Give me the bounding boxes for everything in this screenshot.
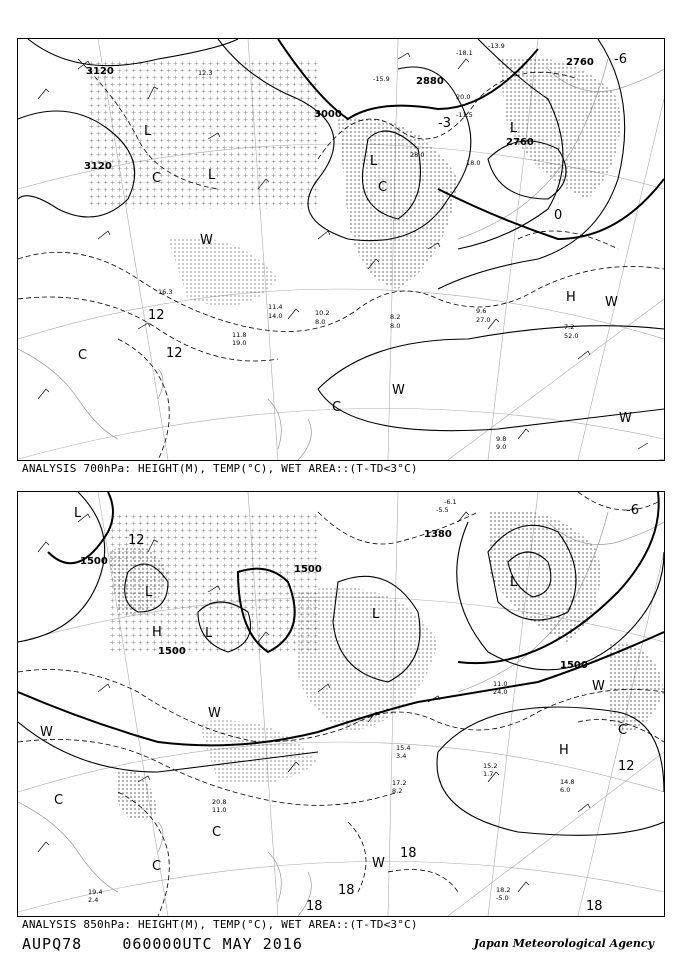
contour-label: 3000	[314, 109, 342, 120]
low-center: L	[372, 607, 380, 622]
low-center: L	[145, 585, 153, 600]
station-value: 14.8	[560, 778, 575, 786]
station-value: -5.0	[496, 894, 509, 902]
low-center: L	[510, 575, 518, 590]
station-value: 9.0	[496, 443, 507, 451]
isotherm-label: 18	[586, 899, 603, 914]
station-value: 20.0	[456, 93, 471, 101]
station-value: 27.0	[476, 316, 491, 324]
contour-label: 3120	[84, 161, 112, 172]
isotherm-label: 0	[554, 208, 563, 223]
isotherm-label: 12	[618, 759, 635, 774]
station-value: 20.8	[212, 798, 227, 806]
station-value: -15.9	[373, 75, 390, 83]
caption-700hpa: ANALYSIS 700hPa: HEIGHT(M), TEMP(°C), WET AREA::(T-TD<3°C)	[22, 462, 418, 475]
contour-label: 1500	[158, 646, 186, 657]
warm-mark: W	[392, 383, 405, 398]
station-value: 10.2	[315, 309, 330, 317]
map-panel-850hpa	[17, 491, 665, 917]
station-value: 11.8	[232, 331, 247, 339]
station-value: 18.2	[496, 886, 511, 894]
isotherm-label: 12	[148, 308, 165, 323]
isotherm-label: -3	[438, 116, 451, 131]
station-value: 28.0	[410, 151, 425, 159]
low-center: L	[208, 168, 216, 183]
contour-label: 1500	[560, 660, 588, 671]
station-value: -6.1	[444, 498, 457, 506]
contour-label: 2760	[506, 137, 534, 148]
cold-mark: C	[152, 859, 162, 874]
low-center: L	[205, 626, 213, 641]
agency-name: Japan Meteorological Agency	[473, 937, 654, 950]
isotherm-label: 12	[128, 533, 145, 548]
station-value: 11.4	[268, 303, 283, 311]
low-center: L	[370, 154, 378, 169]
station-value: -18.1	[456, 49, 473, 57]
station-value: 7.2	[564, 323, 575, 331]
station-value: 18.0	[466, 159, 481, 167]
warm-mark: W	[592, 679, 605, 694]
station-value: 8.2	[392, 787, 403, 795]
caption-850hpa: ANALYSIS 850hPa: HEIGHT(M), TEMP(°C), WET AREA::(T-TD<3°C)	[22, 918, 418, 931]
contour-label: 2760	[566, 57, 594, 68]
low-center: L	[144, 124, 152, 139]
contour-label: 1500	[294, 564, 322, 575]
station-value: 15.4	[396, 744, 411, 752]
station-value: -5.5	[436, 506, 449, 514]
station-value: 19.0	[232, 339, 247, 347]
isotherm-label: 18	[400, 846, 417, 861]
station-value: 17.2	[392, 779, 407, 787]
station-value: 8.0	[390, 322, 401, 330]
valid-time: 060000UTC MAY 2016	[122, 935, 303, 953]
chart-code: AUPQ78	[22, 935, 83, 953]
station-value: 11.0	[493, 680, 508, 688]
station-value: 9.6	[476, 307, 487, 315]
warm-mark: W	[200, 233, 213, 248]
high-center: H	[559, 743, 569, 758]
isotherm-label: 18	[338, 883, 355, 898]
high-center: H	[152, 625, 162, 640]
low-center: L	[510, 121, 518, 136]
cold-mark: C	[212, 825, 222, 840]
wet-area	[88, 57, 620, 305]
station-value: 14.0	[268, 312, 283, 320]
isotherm-label: -6	[626, 503, 639, 518]
station-value: 8.0	[315, 318, 326, 326]
station-value: 2.4	[88, 896, 99, 904]
warm-mark: W	[372, 856, 385, 871]
station-value: 24.0	[493, 688, 508, 696]
contour-label: 1500	[80, 556, 108, 567]
contour-label: 2880	[416, 76, 444, 87]
cold-mark: C	[152, 171, 162, 186]
station-value: 8.2	[390, 313, 401, 321]
station-value: 11.0	[212, 806, 227, 814]
warm-mark: W	[40, 725, 53, 740]
contour-label: 1380	[424, 529, 452, 540]
map-700hpa	[18, 39, 664, 460]
map-850hpa	[18, 492, 664, 916]
station-value: -11.5	[456, 111, 473, 119]
cold-mark: C	[54, 793, 64, 808]
warm-mark: W	[619, 411, 632, 426]
isotherm-label: 12	[166, 346, 183, 361]
cold-mark: C	[332, 400, 342, 415]
station-value: 19.4	[88, 888, 103, 896]
cold-mark: C	[618, 723, 628, 738]
cold-mark: C	[378, 180, 388, 195]
warm-mark: W	[605, 295, 618, 310]
chart-header	[22, 935, 303, 953]
warm-mark: W	[208, 706, 221, 721]
station-value: 9.8	[496, 435, 507, 443]
station-value: 52.0	[564, 332, 579, 340]
station-value: 3.4	[396, 752, 407, 760]
station-value: 6.0	[560, 786, 571, 794]
station-value: 1.7	[483, 770, 494, 778]
low-center: L	[74, 506, 82, 521]
high-center: H	[566, 290, 576, 305]
map-panel-700hpa	[17, 38, 665, 461]
isotherm-label: 18	[306, 899, 323, 914]
cold-mark: C	[78, 348, 88, 363]
isotherm-label: -6	[614, 52, 627, 67]
station-value: 12.3	[198, 69, 213, 77]
contour-label: 3120	[86, 66, 114, 77]
station-value: 16.3	[158, 288, 173, 296]
station-value: -13.9	[488, 42, 505, 50]
station-value: 15.2	[483, 762, 498, 770]
